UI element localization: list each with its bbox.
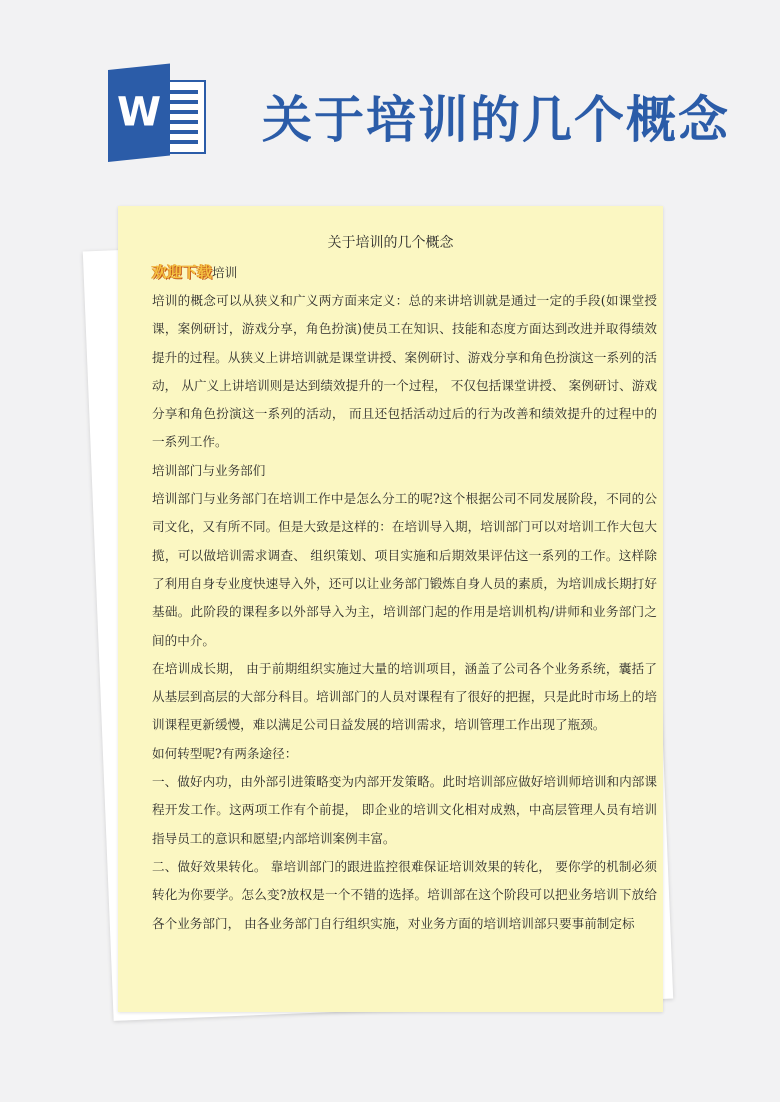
paragraph-transition-question: 如何转型呢?有两条途径： [152, 745, 298, 761]
welcome-suffix: 培训 [212, 265, 238, 280]
word-document-icon [108, 70, 206, 162]
document-body [118, 206, 663, 938]
section-heading: 培训部门与业务部们 [152, 462, 266, 478]
page-title: 关于培训的几个概念 [262, 91, 730, 149]
paragraph-path-two: 二、做好效果转化。 靠培训部门的跟进监控很难保证培训效果的转化， 要你学的机制必须转化为你要学。怎么变?放权是一个不错的选择。培训部在这个阶段可以把业务培训下放给各个业务部门， 由各业务部门自行组织实施，对业务方面的培训培训部只要事前制定标 [152, 858, 657, 931]
word-w-tile [108, 63, 170, 162]
paragraph-path-one: 一、做好内功，由外部引进策略变为内部开发策略。此时培训部应做好培训师培训和内部课程开发工作。这两项工作有个前提， 即企业的培训文化相对成熟，中高层管理人员有培训指导员工的意识和愿望;内部培训案例丰富。 [152, 774, 657, 846]
welcome-badge: 欢迎下载 [152, 263, 213, 281]
paragraph-division: 培训部门与业务部门在培训工作中是怎么分工的呢?这个根据公司不同发展阶段，不同的公司文化，又有所不同。但是大致是这样的：在培训导入期，培训部门可以对培训工作大包大揽，可以做培训需求调查、 组织策划、项目实施和后期效果评估这一系列的工作。这样除了利用自身专业度快速导入外，还可以让业务部门锻炼自身人员的素质，为培训成长期打好基础。此阶段的课程多以外部导入为主，培训部门起的作用是培训机构/讲师和业务部门之间的中介。 [152, 491, 657, 648]
paragraph-growth-stage: 在培训成长期， 由于前期组织实施过大量的培训项目，涵盖了公司各个业务系统，囊括了从基层到高层的大部分科目。培训部门的人员对课程有了很好的把握，只是此时市场上的培训课程更新缓慢，难以满足公司日益发展的培训需求，培训管理工作出现了瓶颈。 [152, 660, 657, 733]
document-page[interactable] [118, 206, 663, 1012]
document-title: 关于培训的几个概念 [327, 235, 454, 251]
paragraph-definition: 培训的概念可以从狭义和广义两方面来定义：总的来讲培训就是通过一定的手段(如课堂授课，案例研讨，游戏分享，角色扮演)使员工在知识、技能和态度方面达到改进并取得绩效提升的过程。从狭义上讲培训就是课堂讲授、案例研讨、游戏分享和角色扮演这一系列的活动， 从广义上讲培训则是达到绩效提升的一个过程， 不仅包括课堂讲授、 案例研讨、游戏分享和角色扮演这一系列的活动， 而且还包括活动过后的行为改善和绩效提升的过程中的一系列工作。 [152, 293, 657, 450]
welcome-line [152, 258, 657, 287]
page-header [0, 0, 780, 200]
word-logo-letter: W [116, 89, 162, 136]
